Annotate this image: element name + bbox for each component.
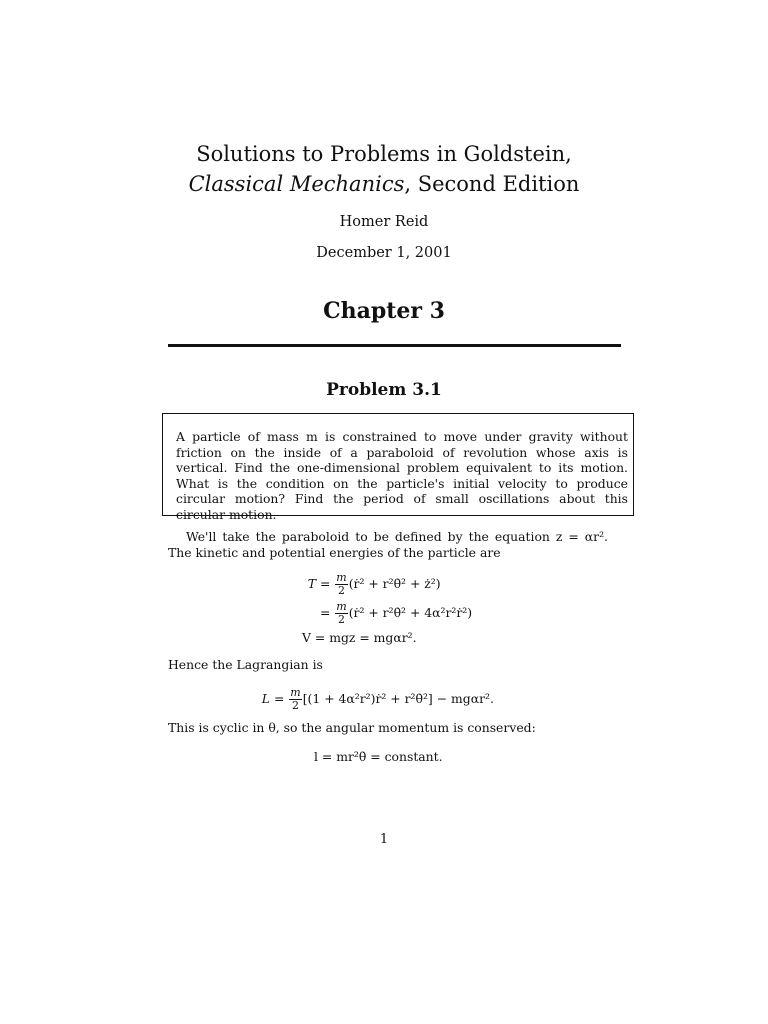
equation-kinetic-2: = $\frac{m}{2}$ (ṙ² + r²θ̇² + 4α²r²ṙ²) bbox=[316, 600, 473, 626]
equation-kinetic-2-body: (ṙ² + r²θ̇² + 4α²r²ṙ²) bbox=[348, 605, 473, 620]
chapter-heading: Chapter 3 bbox=[323, 298, 445, 324]
body-paragraph-1: We'll take the paraboloid to be defined by the equation z = αr². The kinetic and potential energies of the particle are bbox=[168, 529, 608, 560]
problem-heading: Problem 3.1 bbox=[326, 380, 442, 400]
body-paragraph-2: Hence the Lagrangian is bbox=[168, 657, 323, 672]
equation-kinetic-1-body: (ṙ² + r²θ̇² + ż²) bbox=[348, 576, 441, 591]
equation-kinetic-1: T = $\frac{m}{2}$ (ṙ² + r²θ̇² + ż²) bbox=[307, 571, 441, 597]
document-title-line2 bbox=[0, 172, 768, 196]
document-date: December 1, 2001 bbox=[316, 245, 452, 261]
book-title: Classical Mechanics bbox=[188, 172, 405, 196]
document-title-line1: Solutions to Problems in Goldstein, bbox=[196, 142, 572, 166]
page-number: 1 bbox=[379, 832, 389, 847]
problem-statement: A particle of mass m is constrained to move under gravity without friction on the inside of a paraboloid of revolution whose axis is vertical. Find the one-dimensional problem equivalent to its motion. What is the condition on the particle's initial velocity to produce circular motion? Find the period of small oscillations about this circular motion. bbox=[176, 429, 628, 522]
body-paragraph-3: This is cyclic in θ, so the angular momentum is conserved: bbox=[168, 720, 536, 735]
equation-angular-momentum: l = mr²θ̇ = constant. bbox=[314, 749, 443, 764]
chapter-rule bbox=[168, 344, 621, 347]
edition-label: , Second Edition bbox=[404, 172, 580, 196]
equation-lagrangian: L = $\frac{m}{2}$ [(1 + 4α²r²)ṙ² + r²θ̇²] − mgαr². bbox=[261, 686, 494, 712]
equation-potential: V = mgz = mgαr². bbox=[302, 630, 417, 645]
author-name: Homer Reid bbox=[339, 214, 429, 230]
equation-lagrangian-body: [(1 + 4α²r²)ṙ² + r²θ̇²] − mgαr². bbox=[302, 691, 494, 706]
